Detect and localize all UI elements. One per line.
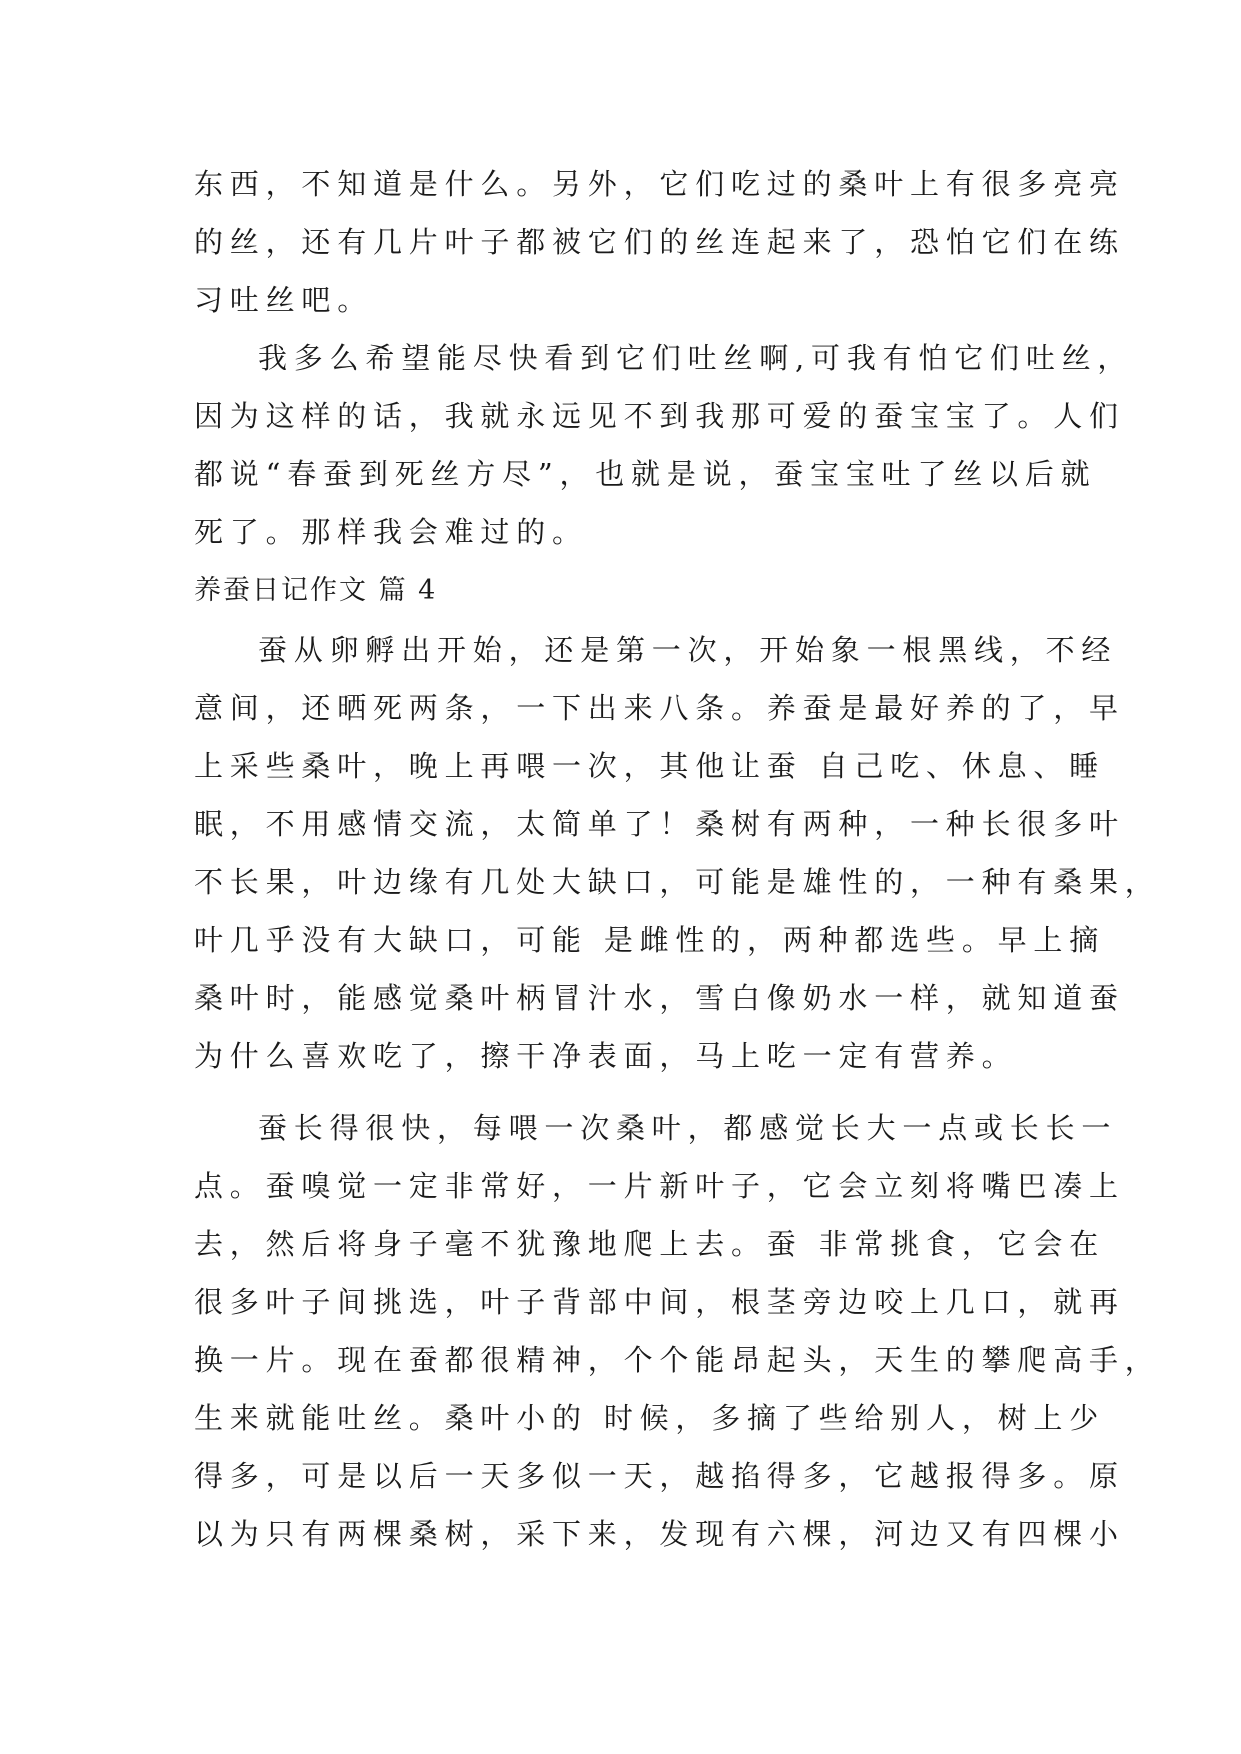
paragraph-3-line-3: 上采些桑叶，晚上再喂一次，其他让蚕 自己吃、休息、睡 — [194, 749, 1106, 783]
section-heading: 养蚕日记作文 篇 4 — [194, 575, 438, 606]
paragraph-1-line-2: 的丝，还有几片叶子都被它们的丝连起来了，恐怕它们在练 — [194, 225, 1125, 259]
paragraph-3-line-5: 不长果，叶边缘有几处大缺口，可能是雄性的，一种有桑果， — [194, 865, 1161, 899]
paragraph-4-line-5: 换一片。现在蚕都很精神，个个能昂起头，天生的攀爬高手， — [194, 1343, 1161, 1377]
paragraph-1-line-1: 东西，不知道是什么。另外，它们吃过的桑叶上有很多亮亮 — [194, 167, 1125, 201]
paragraph-3-line-4: 眠，不用感情交流，太简单了！桑树有两种，一种长很多叶 — [194, 807, 1125, 841]
paragraph-2-line-2: 因为这样的话，我就永远见不到我那可爱的蚕宝宝了。人们 — [194, 399, 1125, 433]
paragraph-3-line-8: 为什么喜欢吃了，擦干净表面，马上吃一定有营养。 — [194, 1039, 1018, 1073]
paragraph-2-line-1: 我多么希望能尽快看到它们吐丝啊,可我有怕它们吐丝， — [258, 341, 1134, 375]
paragraph-4-line-8: 以为只有两棵桑树，采下来，发现有六棵，河边又有四棵小 — [194, 1517, 1125, 1551]
paragraph-1-line-3: 习吐丝吧。 — [194, 283, 374, 317]
paragraph-3-line-1: 蚕从卵孵出开始，还是第一次，开始象一根黑线，不经 — [258, 633, 1118, 667]
paragraph-3-line-6: 叶几乎没有大缺口，可能 是雌性的，两种都选些。早上摘 — [194, 923, 1106, 957]
paragraph-4-line-2: 点。蚕嗅觉一定非常好，一片新叶子，它会立刻将嘴巴凑上 — [194, 1169, 1125, 1203]
paragraph-3-line-7: 桑叶时，能感觉桑叶柄冒汁水，雪白像奶水一样，就知道蚕 — [194, 981, 1125, 1015]
paragraph-2-line-3: 都说“春蚕到死丝方尽”，也就是说，蚕宝宝吐了丝以后就 — [194, 457, 1097, 491]
paragraph-4-line-1: 蚕长得很快，每喂一次桑叶，都感觉长大一点或长长一 — [258, 1111, 1118, 1145]
paragraph-3-line-2: 意间，还晒死两条，一下出来八条。养蚕是最好养的了，早 — [194, 691, 1125, 725]
paragraph-4-line-3: 去，然后将身子毫不犹豫地爬上去。蚕 非常挑食，它会在 — [194, 1227, 1106, 1261]
paragraph-2-line-4: 死了。那样我会难过的。 — [194, 515, 588, 549]
paragraph-4-line-6: 生来就能吐丝。桑叶小的 时候，多摘了些给别人，树上少 — [194, 1401, 1106, 1435]
paragraph-4-line-7: 得多，可是以后一天多似一天，越掐得多，它越报得多。原 — [194, 1459, 1125, 1493]
paragraph-4-line-4: 很多叶子间挑选，叶子背部中间，根茎旁边咬上几口，就再 — [194, 1285, 1125, 1319]
